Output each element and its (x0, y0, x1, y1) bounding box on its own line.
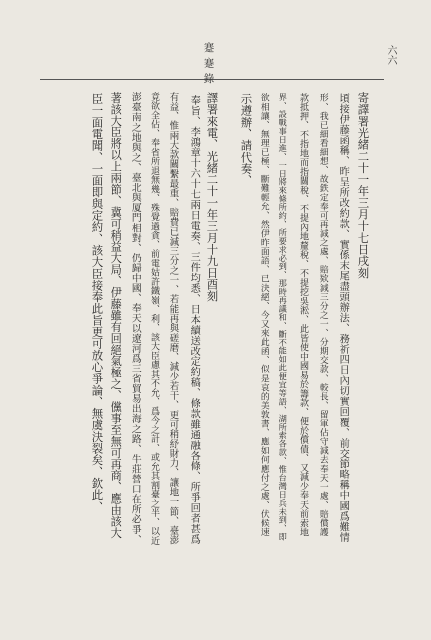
text-column: 示遵辦、請代奏、 (239, 93, 254, 187)
text-column: 奉旨、李鴻章十六十七兩日電奏、三件均悉、日本續送改定約稿、條款雖通融各條、所爭回者甚爲 (188, 95, 200, 545)
text-column: 頃接伊藤函稱、昨呈所改約款、實係末尾盡頭辦法、務祈四日內切實回覆、前交節略稱中國爲難情 (337, 93, 349, 543)
text-column: 寄譯署光緒二十一年三月十七日戌刻 (356, 92, 371, 279)
text-column: 款抵押、不指地而指關稅、不提內地釐稅、不提挖吳淞、此皆使中國易於籌款、便於償債、又減少奉天前索地 (298, 93, 308, 537)
text-column: 形、我已細看細想、故鉄定奉可再減之處、賠欵減三分之一、分期交款、較長、留軍佔守減去奉天一處、賠償護 (317, 93, 328, 537)
text-column: 澎臺南之地與之、臺北與厦門相對、仍歸中國、奉天以遼河爲三省貿易出海之路、牛莊營口在所必爭、 (129, 92, 141, 545)
text-column: 界、設戰事日進、一日將來條所約、所要求必到、那時再議和、斷不能如此便宜等語、湖所索各款、惟台灣日兵未到、即 (278, 93, 289, 541)
text-column: 有益、惟兩大款關繫最重、賠費已減三分之一、若能再與磋磨、減少若干、更可稍紓財力、讓地一節、臺澎 (167, 92, 179, 546)
text-column: 欲相讓、無理已極、斷難輕允、然伊昨面語、已決絕、今又來此函、似是哀的美敦書、應如何應付之處、伏候速 (258, 93, 269, 537)
text-column: 著該大臣將以上兩節、冀可稍益大局、伊藤雖有回絕氣極之、儻事至無可再商、應由該大 (109, 92, 123, 539)
text-column: 臣一面電聞、一面即與定約、該大臣接奉此旨更可放心爭論、無虞決裂矣、欽此、 (90, 93, 105, 513)
book-title: 蹇蹇錄 (202, 42, 215, 89)
text-column: 譯署來電、光緒二十一年三月十九日酉刻 (205, 92, 220, 302)
page-number: 六六 (385, 45, 396, 65)
text-column: 竟欲全佔、奉省所退無幾、殊覺過貪、前電姑許鐵嶺、利、該大臣慮其不允、爲今之計、或允其割臺之半、以近 (149, 92, 159, 546)
